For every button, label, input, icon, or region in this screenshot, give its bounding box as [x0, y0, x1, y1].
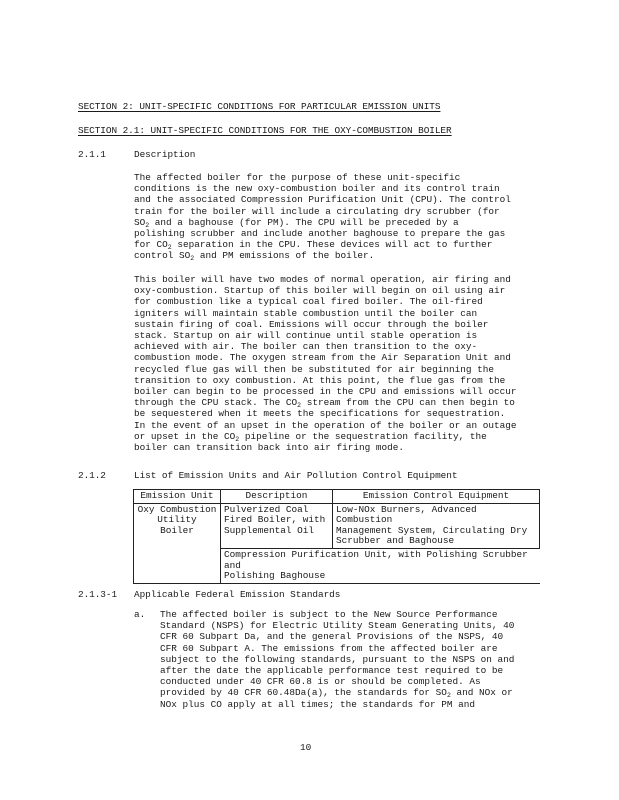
text-line: The affected boiler is subject to the New Source Performance [160, 609, 498, 620]
text-line: and the associated Compression Purification Unit (CPU). The control [134, 194, 511, 206]
description-paragraph-2 [134, 274, 517, 454]
text-line: train for the boiler will include a circulating dry scrubber (for [134, 205, 500, 217]
text-line: boiler can begin to be processed in the CPU and emissions will occur [134, 386, 517, 398]
text-line: igniters will maintain stable combustion until the boiler can [134, 307, 478, 319]
cell-line: Utility [157, 514, 197, 526]
header-control-equipment: Emission Control Equipment [333, 490, 540, 504]
text-line: transition to oxy combustion. At this point, the flue gas from the [134, 374, 506, 386]
text-line: control $SO_2$ and PM emissions of the boiler. [134, 250, 375, 263]
cell-line: Compression Purification Unit, with Polishing Scrubber and [224, 548, 528, 571]
text-line: conditions is the new oxy-combustion boiler and its control train [134, 183, 500, 195]
text-line: The affected boiler for the purpose of these unit-specific [134, 172, 461, 183]
cell-line: Low-NOx Burners, Advanced Combustion [336, 503, 477, 526]
cell-line: Boiler [160, 524, 194, 536]
text-line: achieved with air. The boiler can then transition to the oxy- [134, 341, 478, 353]
description-paragraph-1 [134, 172, 514, 262]
emission-units-table [133, 489, 540, 584]
cell-line: Supplemental Oil [224, 524, 315, 536]
text-line: stack. Startup on air will continue until stable operation is [134, 330, 478, 342]
table-header-row [134, 490, 540, 504]
text-line: $SO_2$ and a baghouse (for PM). The CPU will be preceded by a [134, 216, 459, 229]
text-line: sustain firing of coal. Emissions will occur through the boiler [134, 318, 489, 330]
table-row [134, 503, 540, 548]
text-line: polishing scrubber and include another baghouse to prepare the gas [134, 228, 506, 240]
text-line: be sequestered when it meets the specifications for sequestration. [134, 408, 506, 420]
text-line: conducted under 40 CFR 60.8 is or should be completed. As [160, 676, 481, 688]
section-2-1-1-title: Description [134, 149, 196, 160]
text-line: oxy-combustion. Startup of this boiler will begin on oil using air [134, 285, 506, 297]
text-line: for $CO_2$ separation in the CPU. These devices will act to further [134, 239, 493, 252]
cell-cpu-description [221, 548, 540, 583]
text-line: for combustion like a typical coal fired boiler. The oil-fired [134, 296, 483, 308]
text-line: Standard (NSPS) for Electric Utility Steam Generating Units, 40 [160, 620, 515, 632]
cell-line: Oxy Combustion [137, 503, 217, 515]
cell-line: Pulverized Coal [224, 503, 309, 515]
header-description: Description [221, 490, 333, 504]
text-line: This boiler will have two modes of normal operation, air firing and [134, 274, 511, 285]
section-2-1-3-1-title: Applicable Federal Emission Standards [134, 589, 341, 600]
item-a-paragraph [160, 609, 520, 710]
section-2-1-1-number: 2.1.1 [78, 149, 106, 160]
cell-control [333, 503, 540, 548]
text-line: NOx plus CO apply at all times; the standards for PM and [160, 698, 476, 710]
text-line: after the date the applicable performance test required to be [160, 665, 504, 677]
text-line: CFR 60 Subpart A. The emissions from the affected boiler are [160, 642, 498, 654]
text-line: recycled flue gas will then be substituted for air beginning the [134, 363, 495, 375]
section-2-heading: SECTION 2: UNIT-SPECIFIC CONDITIONS FOR PARTICULAR EMISSION UNITS [78, 101, 441, 112]
section-2-1-2-number: 2.1.2 [78, 470, 106, 481]
text-line: In the event of an upset in the operation of the boiler or an outage [134, 419, 517, 431]
page-number: 10 [300, 742, 312, 753]
text-line: provided by 40 CFR 60.48Da(a), the standards for $SO_2$ and NOx or [160, 687, 513, 700]
text-line: combustion mode. The oxygen stream from the Air Separation Unit and [134, 352, 511, 364]
header-emission-unit: Emission Unit [134, 490, 221, 504]
section-2-1-heading: SECTION 2.1: UNIT-SPECIFIC CONDITIONS FOR THE OXY-COMBUSTION BOILER [78, 125, 452, 136]
section-2-1-2-title: List of Emission Units and Air Pollution Control Equipment [134, 470, 458, 481]
item-a-label: a. [134, 609, 146, 620]
text-line: CFR 60 Subpart Da, and the general Provisions of the NSPS, 40 [160, 631, 504, 643]
text-line: boiler can transition back into air firing mode. [134, 442, 405, 454]
text-line: through the CPU stack. The $CO_2$ stream from the CPU can then begin to [134, 397, 515, 410]
text-line: or upset in the $CO_2$ pipeline or the sequestration facility, the [134, 430, 487, 443]
cell-line: Fired Boiler, with [224, 514, 326, 526]
cell-line: Management System, Circulating Dry [336, 524, 528, 536]
cell-line: Polishing Baghouse [224, 570, 326, 582]
section-2-1-3-1-number: 2.1.3-1 [78, 589, 118, 600]
cell-line: Scrubber and Baghouse [336, 535, 455, 547]
cell-description [221, 503, 333, 548]
cell-unit [134, 503, 221, 583]
text-line: subject to the following standards, pursuant to the NSPS on and [160, 653, 515, 665]
